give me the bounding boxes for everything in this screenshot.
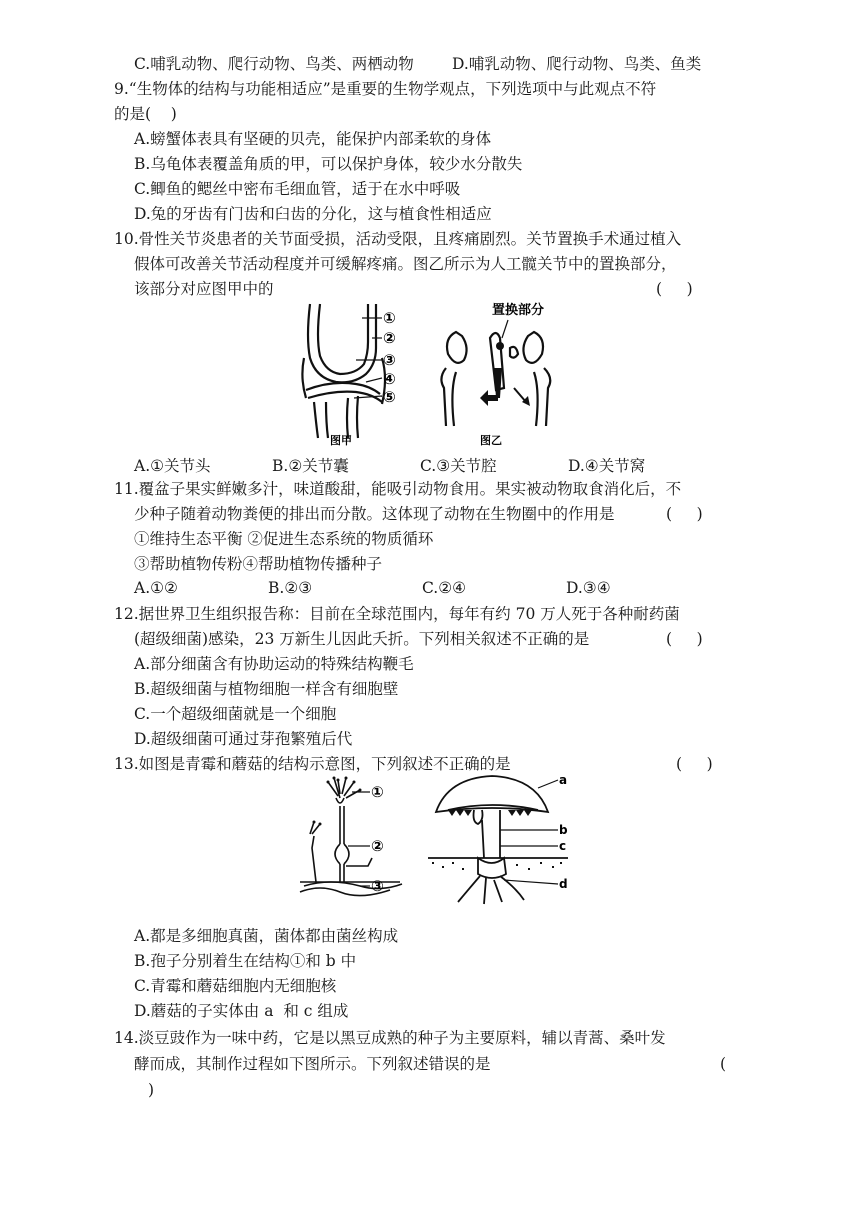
q10-stem-line1: 10.骨性关节炎患者的关节面受损，活动受限，且疼痛剧烈。关节置换手术通过植入	[114, 230, 682, 248]
knee-label-4: ④	[383, 370, 396, 388]
q11-items-line1: ①维持生态平衡 ②促进生态系统的物质循环	[134, 530, 434, 548]
q12-option-d[interactable]: D.超级细菌可通过芽孢繁殖后代	[134, 730, 353, 748]
q12-option-b[interactable]: B.超级细菌与植物细胞一样含有细胞壁	[134, 680, 399, 698]
q13-option-a[interactable]: A.都是多细胞真菌，菌体都由菌丝构成	[134, 927, 399, 945]
q9-option-b[interactable]: B.乌龟体表覆盖角质的甲，可以保护身体，较少水分散失	[134, 155, 523, 173]
q10-stem-line3: 该部分对应图甲中的	[134, 280, 274, 298]
q9-stem-line2: 的是( )	[114, 105, 177, 123]
q9-option-a[interactable]: A.螃蟹体表具有坚硬的贝壳，能保护内部柔软的身体	[134, 130, 492, 148]
q8-option-d[interactable]: D.哺乳动物、爬行动物、鸟类、鱼类	[452, 55, 702, 73]
q11-answer-bracket[interactable]: ( )	[666, 505, 703, 523]
q13-option-c[interactable]: C.青霉和蘑菇细胞内无细胞核	[134, 977, 337, 995]
q12-stem-line1: 12.据世界卫生组织报告称：目前在全球范围内，每年有约 70 万人死于各种耐药菌	[114, 605, 680, 623]
q11-items-line2: ③帮助植物传粉④帮助植物传播种子	[134, 555, 383, 573]
q12-option-a[interactable]: A.部分细菌含有协助运动的特殊结构鞭毛	[134, 655, 414, 673]
q14-bracket-open[interactable]: (	[720, 1055, 727, 1073]
q11-stem-line1: 11.覆盆子果实鲜嫩多汁，味道酸甜，能吸引动物食用。果实被动物取食消化后，不	[114, 480, 682, 498]
knee-label-1: ①	[383, 309, 396, 327]
mushroom-label-d: d	[559, 877, 568, 891]
q13-stem-line1: 13.如图是青霉和蘑菇的结构示意图，下列叙述不正确的是	[114, 755, 511, 773]
q10-options	[134, 454, 645, 476]
q11-option-a[interactable]: A.①②	[134, 579, 178, 597]
q10-figure-b-caption: 图乙	[480, 434, 502, 447]
mushroom-label-c: c	[559, 839, 567, 853]
q11-stem-line2: 少种子随着动物粪便的排出而分散。这体现了动物在生物圈中的作用是	[134, 505, 615, 523]
q14-stem-line1: 14.淡豆豉作为一味中药，它是以黑豆成熟的种子为主要原料，辅以青蒿、桑叶发	[114, 1029, 666, 1047]
q13-figure-penicillium	[290, 774, 420, 904]
q10-figure-a-caption: 图甲	[330, 434, 352, 447]
mushroom-label-a: a	[559, 773, 568, 787]
q10-figure-b	[434, 298, 574, 448]
penicillium-label-1: ①	[371, 783, 384, 801]
q13-option-b[interactable]: B.孢子分别着生在结构①和 b 中	[134, 952, 357, 970]
q12-stem-line2: (超级细菌)感染，23 万新生儿因此夭折。下列相关叙述不正确的是	[134, 630, 590, 648]
q10-option-c[interactable]: C.③关节腔	[420, 457, 497, 475]
q9-stem-line1: 9.“生物体的结构与功能相适应”是重要的生物学观点，下列选项中与此观点不符	[114, 80, 657, 98]
q10-figure-a	[296, 298, 416, 448]
q11-option-c[interactable]: C.②④	[422, 579, 467, 597]
q12-answer-bracket[interactable]: ( )	[666, 630, 703, 648]
q13-figure-mushroom	[428, 770, 578, 914]
penicillium-label-2: ②	[371, 837, 384, 855]
q11-options	[134, 579, 611, 597]
q11-option-b[interactable]: B.②③	[268, 579, 313, 597]
q12-option-c[interactable]: C.一个超级细菌就是一个细胞	[134, 705, 337, 723]
q9-option-c[interactable]: C.鲫鱼的鳃丝中密布毛细血管，适于在水中呼吸	[134, 180, 461, 198]
q13-option-d[interactable]: D.蘑菇的子实体由 a 和 c 组成	[134, 1002, 349, 1020]
q10-stem-line2: 假体可改善关节活动程度并可缓解疼痛。图乙所示为人工髋关节中的置换部分，	[134, 255, 677, 273]
q13-answer-bracket[interactable]: ( )	[676, 755, 713, 773]
q9-option-d[interactable]: D.兔的牙齿有门齿和臼齿的分化，这与植食性相适应	[134, 205, 492, 223]
q10-option-a[interactable]: A.①关节头	[134, 457, 211, 475]
q14-bracket-close[interactable]: )	[148, 1081, 155, 1099]
knee-label-2: ②	[383, 329, 396, 347]
q10-option-b[interactable]: B.②关节囊	[272, 457, 349, 475]
q14-stem-line2: 酵而成，其制作过程如下图所示。下列叙述错误的是	[134, 1055, 491, 1073]
q10-figure-b-label: 置换部分	[492, 303, 545, 318]
q10-option-d[interactable]: D.④关节窝	[568, 457, 646, 475]
knee-label-5: ⑤	[383, 388, 396, 406]
mushroom-label-b: b	[559, 823, 568, 837]
knee-label-3: ③	[383, 351, 396, 369]
q11-option-d[interactable]: D.③④	[566, 579, 611, 597]
q10-answer-bracket[interactable]: ( )	[656, 280, 693, 298]
penicillium-label-3: ③	[371, 877, 384, 895]
q8-option-c[interactable]: C.哺乳动物、爬行动物、鸟类、两栖动物	[134, 55, 414, 73]
